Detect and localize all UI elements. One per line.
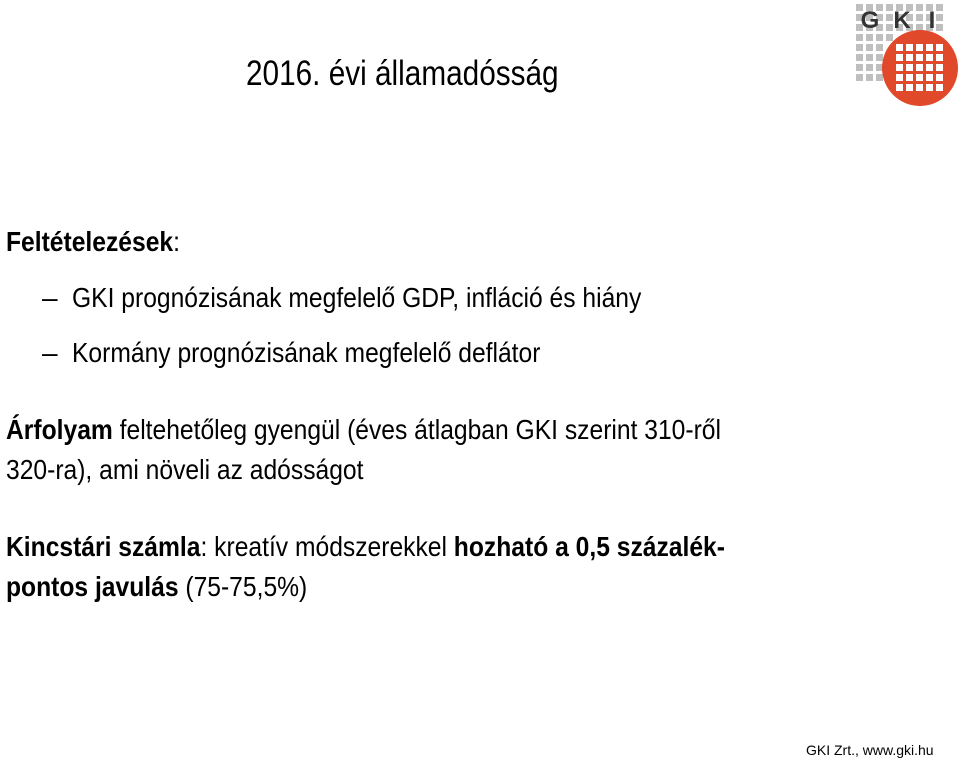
logo-white-square bbox=[916, 54, 923, 61]
logo-white-square bbox=[906, 54, 913, 61]
logo-grid-square bbox=[876, 34, 883, 41]
logo-white-square bbox=[926, 54, 933, 61]
logo-grid-square bbox=[916, 14, 923, 21]
logo-grid-square bbox=[856, 64, 863, 71]
assumption-item bbox=[42, 333, 719, 373]
logo-grid-square bbox=[936, 4, 943, 11]
logo-grid-square bbox=[876, 44, 883, 51]
logo-white-square bbox=[936, 54, 943, 61]
logo-white-square bbox=[906, 74, 913, 81]
logo-grid-square bbox=[916, 4, 923, 11]
assumption-text: GKI prognózisának megfelelő GDP, infláció és hiány bbox=[72, 282, 642, 313]
exchange-rate-text: feltehetőleg gyengül (éves átlagban GKI szerint 310-ről bbox=[112, 414, 721, 445]
logo-grid-square bbox=[876, 64, 883, 71]
logo-grid-square bbox=[886, 4, 893, 11]
logo-grid-square bbox=[856, 54, 863, 61]
assumptions-heading-colon: : bbox=[173, 226, 180, 257]
logo-grid-square bbox=[936, 14, 943, 21]
logo-grid-square bbox=[866, 34, 873, 41]
logo-white-square bbox=[926, 64, 933, 71]
logo-white-square bbox=[926, 44, 933, 51]
logo-grid-square bbox=[876, 54, 883, 61]
footer-text: GKI Zrt., www.gki.hu bbox=[806, 742, 934, 758]
treasury-line-2 bbox=[6, 567, 960, 607]
slide-title: 2016. évi államadósság bbox=[246, 54, 559, 93]
logo-grid-square bbox=[856, 74, 863, 81]
logo-white-square bbox=[926, 84, 933, 91]
logo-white-square bbox=[926, 74, 933, 81]
logo-white-square bbox=[936, 74, 943, 81]
exchange-rate-line-2: 320-ra), ami növeli az adósságot bbox=[6, 454, 364, 485]
logo-white-square bbox=[916, 44, 923, 51]
logo-white-square bbox=[916, 74, 923, 81]
exchange-rate-label: Árfolyam bbox=[6, 414, 113, 445]
logo-grid-square bbox=[886, 34, 893, 41]
logo-grid-square bbox=[866, 74, 873, 81]
treasury-text: : kreatív módszerekkel bbox=[200, 531, 454, 562]
logo-grid-square bbox=[856, 44, 863, 51]
treasury-bold-text-2: pontos javulás bbox=[6, 571, 179, 602]
logo-white-square bbox=[916, 64, 923, 71]
assumptions-heading bbox=[6, 222, 180, 262]
logo-white-square bbox=[916, 84, 923, 91]
treasury-bold-text: hozható a 0,5 százalék- bbox=[453, 531, 725, 562]
assumption-text: Kormány prognózisának megfelelő deflátor bbox=[72, 337, 541, 368]
logo-white-square bbox=[936, 44, 943, 51]
logo-letter-i: I bbox=[928, 7, 936, 34]
logo-grid-square bbox=[886, 14, 893, 21]
logo-grid-square bbox=[856, 34, 863, 41]
assumptions-heading-label: Feltételezések bbox=[6, 226, 174, 257]
logo-white-square bbox=[896, 64, 903, 71]
treasury-label: Kincstári számla bbox=[6, 531, 201, 562]
assumption-item bbox=[42, 278, 719, 318]
dash-bullet: – bbox=[42, 282, 58, 313]
dash-bullet: – bbox=[42, 337, 58, 368]
treasury-line-1 bbox=[6, 527, 960, 567]
assumption-list bbox=[42, 278, 719, 388]
logo-grid-square bbox=[866, 44, 873, 51]
logo-white-square bbox=[906, 84, 913, 91]
logo-grid-square bbox=[936, 24, 943, 31]
logo-letter-g: G bbox=[860, 7, 880, 34]
logo-grid-square bbox=[886, 24, 893, 31]
treasury-percent-text: (75-75,5%) bbox=[178, 571, 308, 602]
logo-grid-square bbox=[876, 74, 883, 81]
logo-white-square bbox=[896, 84, 903, 91]
logo-grid-square bbox=[916, 24, 923, 31]
logo-white-square bbox=[906, 44, 913, 51]
logo-grid-square bbox=[866, 54, 873, 61]
logo-white-square bbox=[936, 64, 943, 71]
logo-white-square bbox=[936, 84, 943, 91]
treasury-paragraph bbox=[6, 527, 960, 607]
logo-white-square bbox=[896, 54, 903, 61]
exchange-rate-paragraph bbox=[6, 410, 960, 490]
exchange-rate-line-1 bbox=[6, 410, 960, 450]
logo-white-square bbox=[896, 74, 903, 81]
logo-white-square bbox=[906, 64, 913, 71]
logo-letter-k: K bbox=[893, 7, 911, 34]
logo-white-square bbox=[896, 44, 903, 51]
gki-logo bbox=[852, 0, 960, 106]
logo-grid-square bbox=[866, 64, 873, 71]
